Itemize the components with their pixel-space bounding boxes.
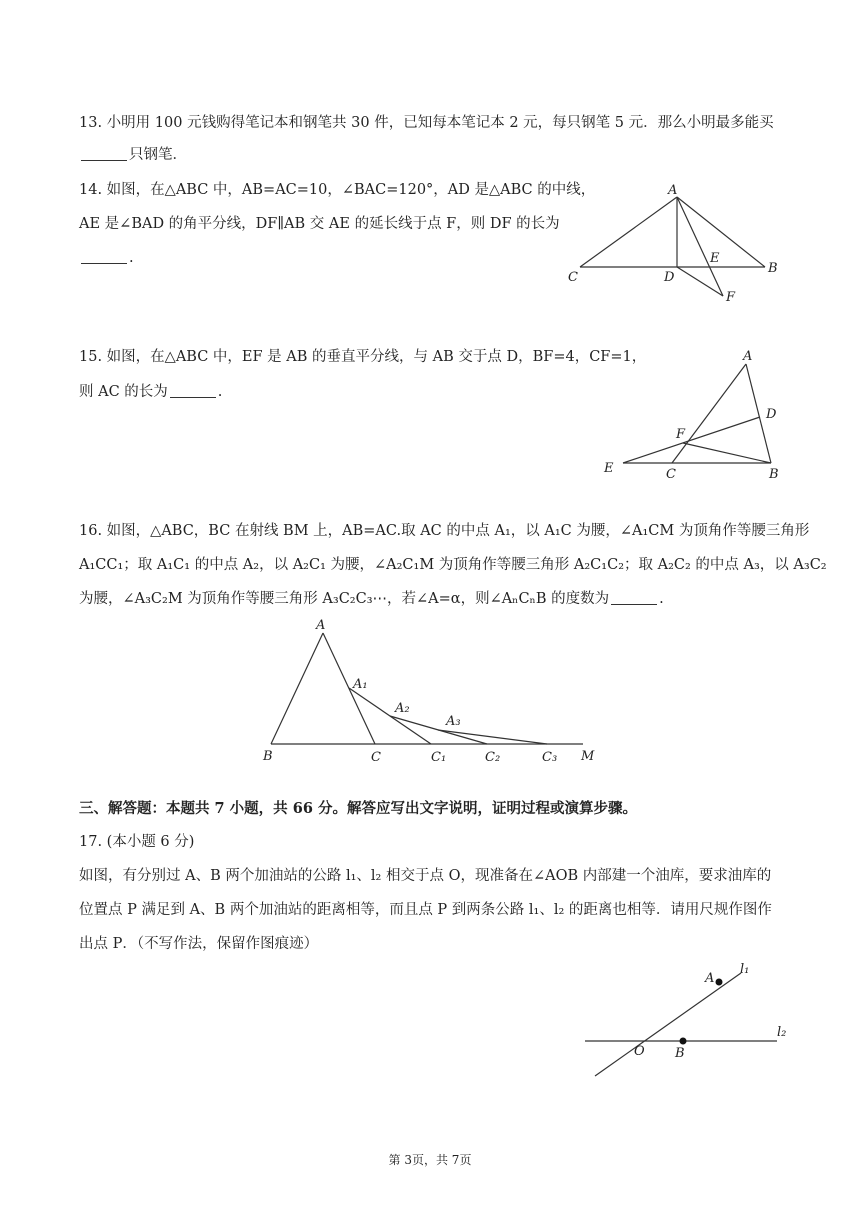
q17-point-b bbox=[680, 1038, 687, 1045]
q16-label-a3: A₃ bbox=[446, 714, 461, 729]
q14-line1: 14. 如图，在△ABC 中，AB=AC=10，∠BAC=120°，AD 是△ABC 的中线， bbox=[79, 182, 596, 198]
q16-line3 bbox=[79, 589, 664, 609]
q14-figure bbox=[560, 180, 790, 310]
q14-label-c: C bbox=[568, 270, 578, 285]
q17-label-l2: l₂ bbox=[777, 1025, 787, 1040]
q15-label-a: A bbox=[743, 349, 753, 364]
q14-label-d: D bbox=[664, 270, 675, 285]
q17-line3: 出点 P．（不写作法，保留作图痕迹） bbox=[79, 936, 319, 952]
q16-segment-a3c3 bbox=[438, 730, 547, 744]
q15-line2 bbox=[79, 382, 222, 402]
q16-label-c: C bbox=[371, 750, 381, 765]
q17-label-o: O bbox=[634, 1044, 645, 1059]
q16-label-m: M bbox=[581, 749, 595, 764]
q16-label-a: A bbox=[316, 618, 326, 633]
q13-line2 bbox=[79, 145, 187, 165]
q15-label-c: C bbox=[666, 467, 676, 482]
q14-label-a: A bbox=[668, 183, 678, 198]
q15-line1: 15. 如图，在△ABC 中，EF 是 AB 的垂直平分线，与 AB 交于点 D，BF=4，CF=1， bbox=[79, 349, 647, 365]
q14-label-b: B bbox=[768, 261, 778, 276]
q14-label-e: E bbox=[710, 251, 720, 266]
q13-line2-text: 只钢笔． bbox=[129, 147, 187, 163]
q15-line2-text: 则 AC 的长为 bbox=[79, 384, 168, 400]
q17-line1: 如图，有分别过 A、B 两个加油站的公路 l₁、l₂ 相交于点 O，现准备在∠AOB 内部建一个油库，要求油库的 bbox=[79, 868, 772, 884]
q16-label-c1: C₁ bbox=[431, 750, 447, 765]
q16-label-c2: C₂ bbox=[485, 750, 501, 765]
q14-label-f: F bbox=[726, 290, 736, 305]
q15-label-b: B bbox=[769, 467, 779, 482]
q15-label-e: E bbox=[604, 461, 614, 476]
q14-answer-blank[interactable] bbox=[81, 249, 127, 264]
q16-line1: 16. 如图，△ABC，BC 在射线 BM 上，AB=AC.取 AC 的中点 A₁，以 A₁C 为腰，∠A₁CM 为顶角作等腰三角形 bbox=[79, 523, 810, 539]
q15-segment-ac bbox=[672, 364, 746, 463]
q14-line3 bbox=[79, 248, 134, 268]
q16-label-a2: A₂ bbox=[395, 701, 410, 716]
q16-line2: A₁CC₁；取 A₁C₁ 的中点 A₂，以 A₂C₁ 为腰，∠A₂C₁M 为顶角作等腰三角形 A₂C₁C₂；取 A₂C₂ 的中点 A₃，以 A₃C₂ bbox=[79, 557, 827, 573]
q17-figure bbox=[580, 955, 795, 1080]
q16-segment-ab bbox=[271, 633, 323, 744]
q17-label-a: A bbox=[705, 971, 715, 986]
q16-label-b: B bbox=[263, 749, 273, 764]
q15-figure bbox=[596, 345, 796, 485]
q14-segment-ca bbox=[580, 197, 677, 267]
q16-label-c3: C₃ bbox=[542, 750, 558, 765]
q13-line1: 13. 小明用 100 元钱购得笔记本和钢笔共 30 件，已知每本笔记本 2 元，每只钢笔 5 元．那么小明最多能买 bbox=[79, 115, 774, 131]
q16-figure bbox=[255, 615, 605, 770]
q16-label-a1: A₁ bbox=[353, 677, 368, 692]
q16-answer-blank[interactable] bbox=[611, 590, 657, 605]
q14-segment-ab bbox=[677, 197, 765, 267]
q15-label-f: F bbox=[676, 427, 686, 442]
q17-road-l1 bbox=[595, 973, 741, 1076]
q17-title: 17. (本小题 6 分) bbox=[79, 834, 195, 850]
q16-line3-text: 为腰，∠A₃C₂M 为顶角作等腰三角形 A₃C₂C₃⋯，若∠A=α，则∠AₙCₙB 的度数为 bbox=[79, 591, 610, 607]
q17-line2: 位置点 P 满足到 A、B 两个加油站的距离相等，而且点 P 到两条公路 l₁、l₂ 的距离也相等．请用尺规作图作 bbox=[79, 902, 772, 918]
q14-line3-text: . bbox=[129, 250, 134, 266]
q15-segment-fb bbox=[683, 443, 771, 463]
q17-label-b: B bbox=[675, 1046, 685, 1061]
section3-heading: 三、解答题：本题共 7 小题，共 66 分。解答应写出文字说明，证明过程或演算步骤。 bbox=[79, 800, 637, 817]
q17-label-l1: l₁ bbox=[740, 962, 750, 977]
q15-label-d: D bbox=[766, 407, 777, 422]
q13-answer-blank[interactable] bbox=[81, 146, 127, 161]
q17-point-a bbox=[716, 979, 723, 986]
q14-line2: AE 是∠BAD 的角平分线，DF∥AB 交 AE 的延长线于点 F，则 DF 的长为 bbox=[79, 216, 560, 232]
page-footer: 第 3页，共 7页 bbox=[388, 1153, 472, 1167]
q15-answer-blank[interactable] bbox=[170, 383, 216, 398]
q15-line2-end: . bbox=[217, 384, 223, 400]
q16-line3-end: . bbox=[659, 591, 664, 607]
